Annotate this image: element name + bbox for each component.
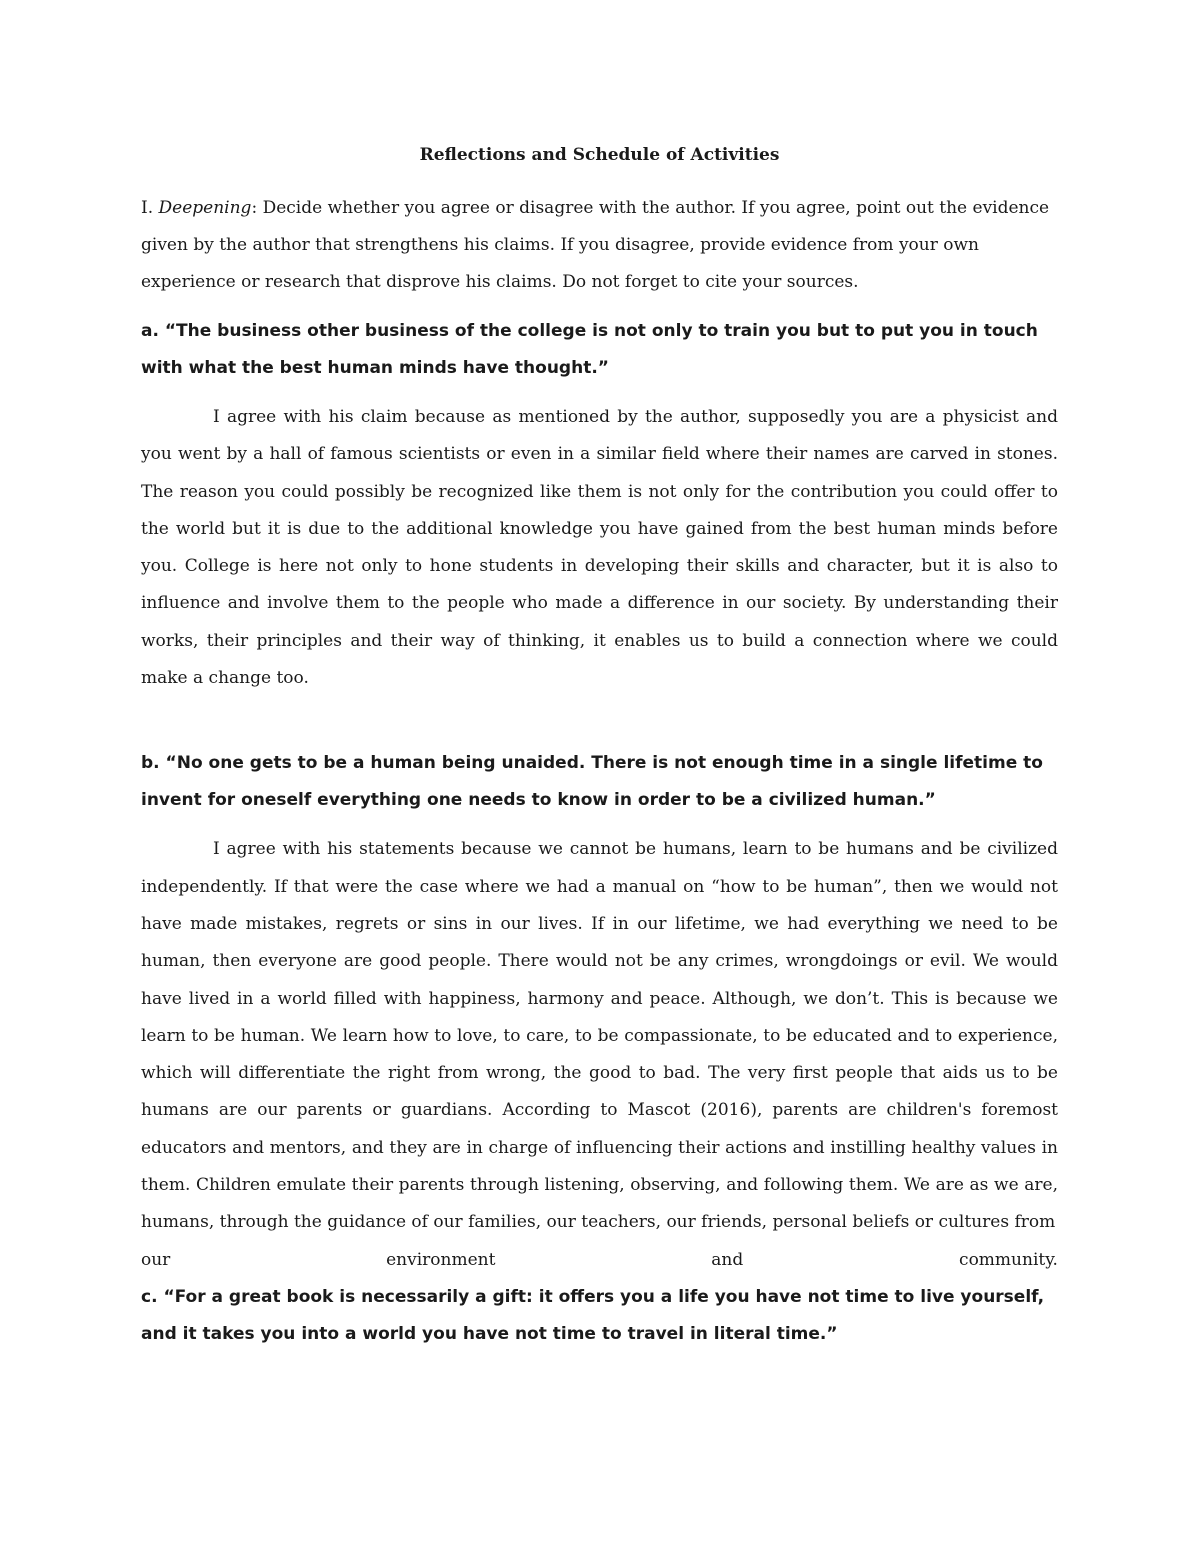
answer-b-word: and: [711, 1249, 744, 1270]
intro-prefix: I.: [141, 198, 159, 218]
question-a: a. “The business other business of the college is not only to train you but to put you in touch with what the best human minds have thought.”: [141, 321, 1038, 378]
question-b: b. “No one gets to be a human being unaided. There is not enough time in a single lifetime to invent for oneself everything one needs to know in order to be a civilized human.”: [141, 753, 1043, 811]
spacer: [141, 697, 1058, 733]
question-c: c. “For a great book is necessarily a gift: it offers you a life you have not time to live yourself, and it takes you into a world you have not time to travel in literal time.”: [141, 1286, 1045, 1344]
document-page: [141, 140, 1058, 1365]
answer-b-last-line: [141, 1242, 1058, 1279]
intro-instructions: [141, 190, 1058, 301]
answer-b: I agree with his statements because we cannot be humans, learn to be humans and be civilized independently. If that were the case where we had a manual on “how to be human”, then we would not have made mistakes, regrets or sins in our lives. If in our lifetime, we had everything we need to be human, then everyone are good people. There would not be any crimes, wrongdoings or evil. We would have lived in a world filled with happiness, harmony and peace. Although, we don’t. This is because we learn to be human. We learn how to love, to care, to be compassionate, to be educated and to experience, which will differentiate the right from wrong, the good to bad. The very first people that aids us to be humans are our parents or guardians. According to Mascot (2016), parents are children's foremost educators and mentors, and they are in charge of influencing their actions and instilling healthy values in them. Children emulate their parents through listening, observing, and following them. We are as we are, humans, through the guidance of our families, our teachers, our friends, personal beliefs or cultures from: [141, 839, 1058, 1233]
intro-text: : Decide whether you agree or disagree with the author. If you agree, point out the evidence given by the author that strengthens his claims. If you disagree, provide evidence from your own experience or research that disprove his claims. Do not forget to cite your sources.: [141, 198, 1050, 292]
answer-b-word: community.: [959, 1249, 1058, 1270]
answer-a: I agree with his claim because as mentioned by the author, supposedly you are a physicist and you went by a hall of famous scientists or even in a similar field where their names are carved in stones. The reason you could possibly be recognized like them is not only for the contribution you could offer to the world but it is due to the additional knowledge you have gained from the best human minds before you. College is here not only to hone students in developing their skills and character, but it is also to influence and involve them to the people who made a difference in our society. By understanding their works, their principles and their way of thinking, it enables us to build a connection where we could make a change too.: [141, 407, 1058, 689]
page-title: Reflections and Schedule of Activities: [419, 145, 780, 165]
answer-b-word: environment: [386, 1249, 496, 1270]
intro-label: Deepening: [158, 198, 252, 218]
answer-b-word: our: [141, 1249, 171, 1270]
answer-b-block: [141, 831, 1058, 1279]
